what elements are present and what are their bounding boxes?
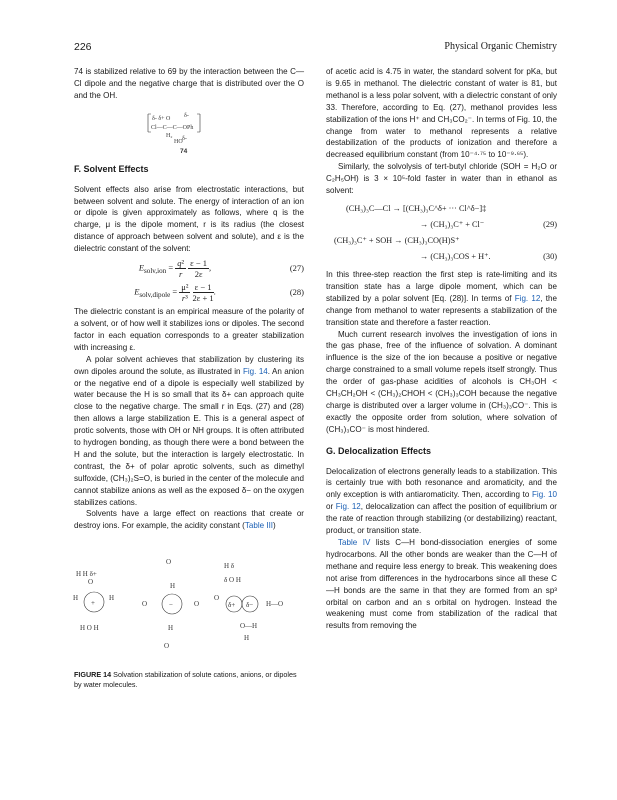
- svg-text:H: H: [170, 582, 176, 591]
- svg-text:H δ: H δ: [224, 562, 235, 571]
- svg-text:O: O: [164, 642, 170, 651]
- reaction-scheme: [326, 201, 557, 265]
- struct-label: 74: [180, 147, 188, 155]
- svg-text:H: H: [73, 594, 79, 603]
- svg-text:Cl—C—C—OPh: Cl—C—C—OPh: [151, 124, 194, 131]
- svg-text:H: H: [244, 634, 250, 643]
- paragraph: A polar solvent achieves that stabilization by clustering its own dipoles around the solute, as illustrated in Fig. 14. An anion or the negative end of a dipole is especially well stabilized by water because the H is so small that its δ+ can approach quite close to the negative charge. The small r in Eqs. (27) and (28) then allows a large stabilization E. This is a general aspect of protic solvents, those with OH or NH groups. It is often attributed to hydrogen bonding, as though there were a bond between the H and the solute, but the interaction is largely electrostatic. In contrast, the δ+ of polar aprotic solvents, such as dimethyl sulfoxide, (CH₃)₂S=O, is buried in the center of the molecule and cannot stabilize anions as well as the exposed δ− on the oxygen stabilizes cations.: [74, 354, 304, 507]
- section-heading: F. Solvent Effects: [74, 163, 149, 174]
- reaction-row: (CH₃)₃C—Cl → [(CH₃)₃C^δ+ ··· Cl^δ−]‡: [346, 203, 487, 213]
- paragraph: Table IV lists C—H bond-dissociation energies of some hydrocarbons. All the other bonds are weaker than the C—H of methane and require less energy to break. This weakening does not arise from differences in the hydrocarbons since all these C—H bonds are the same in that they are formed from an sp³ orbital on carbon and an s orbital on hydrogen. Instead the weakening must come from stabilization of the radical that results from removing the: [326, 538, 557, 631]
- svg-text:H₂: H₂: [166, 132, 173, 139]
- paragraph: Much current research involves the investigation of ions in the gas phase, free of the influence of solvation. A dominant influence is the size of the ion because a positive or negative charge constrained to a small volume repels itself strongly. Thus the order of gas-phase acidities of alcohols is CH₃OH < CH₃CH₂OH < (CH₃)₂CHOH < (CH₃)₃COH because the negative charge is distributed over a larger volume in (CH₃)₃CO⁻. This is exactly the opposite order from solution, where solvation of (CH₃)₃CO⁻ is most hindered.: [326, 329, 557, 434]
- table-iv-link[interactable]: Table IV: [338, 538, 371, 547]
- paragraph: In this three-step reaction the first step is rate-limiting and its transition state has a large dipole moment, which can be stabilized by a polar solvent [Eq. (28)]. In terms of Fig. 12, the change from methanol to water represents a stabilization of the transition state and therefore a faster reaction.: [326, 269, 557, 327]
- page-number: 226: [74, 41, 92, 53]
- equation-number: (27): [289, 262, 304, 273]
- svg-text:O: O: [88, 578, 94, 587]
- paragraph: of acetic acid is 4.75 in water, the standard solvent for pKa, but is 9.65 in methanol. The dielectric constant of water is 81, but methanol is a less polar solvent, with a dielectric constant of only 33. Therefore, according to Eq. (27), methanol provides less stabilization of the ions H⁺ and CH₃CO₂⁻. In terms of Fig. 10, the change from water to methanol represents a relative destabilization of the products of ionization and therefore a decreased equilibrium constant (from 10⁻⁴·⁷⁵ to 10⁻⁹·⁶⁵).: [326, 67, 557, 160]
- chemical-structure-icon: [144, 110, 224, 156]
- svg-text:HO: HO: [174, 138, 183, 145]
- svg-text:H: H: [109, 594, 115, 603]
- paragraph: Solvents have a large effect on reactions that create or destroy ions. For example, the acidity constant (Table III): [74, 509, 304, 531]
- svg-text:H H δ+: H H δ+: [76, 570, 97, 579]
- svg-text:δ+: δ+: [228, 601, 236, 610]
- fig-14-link[interactable]: Fig. 14: [242, 366, 268, 376]
- paragraph: The dielectric constant is an empirical measure of the polarity of a solvent, or of how well it stabilizes ions or dipoles. The second factor in each equation corresponds to a greater stabilization with increasing ε.: [74, 307, 304, 352]
- svg-text:O—H: O—H: [240, 622, 258, 631]
- fig-12-link[interactable]: Fig. 12: [514, 293, 541, 303]
- svg-text:O: O: [214, 594, 220, 603]
- svg-text:−: −: [169, 601, 173, 610]
- equation-27: $E_{solv,ion}$ = $\frac{\text{q²}}{r}$ $\frac{\varepsilon - 1}{2\varepsilon}$ , (27): [138, 258, 304, 280]
- svg-text:+: +: [91, 599, 95, 608]
- paragraph: Delocalization of electrons generally leads to a stabilization. This is certainly true with both resonance and aromaticity, and the only exception is with antiaromaticity. Then, according to Fig. 10 or Fig. 12, delocalization can affect the position of equilibrium or the rate of reaction through stabilizing (or destabilizing) reactant, product, or transition state.: [326, 466, 558, 536]
- running-title: Physical Organic Chemistry: [444, 41, 557, 52]
- structure-74: [144, 110, 204, 154]
- svg-text:H—O: H—O: [266, 600, 284, 609]
- section-heading: G. Delocalization Effects: [326, 445, 432, 456]
- paragraph: 74 is stabilized relative to 69 by the interaction between the C—Cl dipole and the negative charge that is distributed over the O and the OH.: [74, 67, 304, 100]
- fig-12-link[interactable]: Fig. 12: [335, 502, 361, 512]
- svg-text:δ-: δ-: [182, 135, 187, 142]
- svg-text:H: H: [168, 624, 174, 633]
- svg-text:δ- δ+ O: δ- δ+ O: [152, 115, 171, 122]
- svg-text:O: O: [142, 600, 148, 609]
- svg-text:δ−: δ−: [246, 601, 254, 610]
- svg-text:H O H: H O H: [80, 624, 99, 633]
- page-header: [74, 41, 557, 55]
- equation-28: $E_{solv,dipole}$ = $\frac{\text{μ²}}{\text{r³}}$ $\frac{\varepsilon - 1}{2\varepsilon + 1}$ . (28): [134, 282, 304, 304]
- reaction-row: (CH₃)₃C⁺ + SOH → (CH₃)₃CO(H)S⁺: [334, 235, 460, 245]
- svg-text:O: O: [166, 558, 172, 567]
- right-column: [326, 66, 557, 632]
- fig-10-link[interactable]: Fig. 10: [532, 490, 558, 500]
- svg-text:δ O H: δ O H: [224, 576, 241, 585]
- solvation-diagram-icon: [74, 554, 304, 668]
- figure-14: [74, 554, 304, 668]
- figure-caption: FIGURE 14 Solvation stabilization of solute cations, anions, or dipoles by water molecules.: [74, 670, 297, 689]
- reaction-row: → (CH₃)₃C⁺ + Cl⁻ (29): [420, 219, 557, 229]
- svg-text:O: O: [194, 600, 200, 609]
- paragraph: Similarly, the solvolysis of tert-butyl chloride (SOH = H₂O or C₂H₅OH) is 3 × 10⁵-fold faster in water than in ethanol as solvent:: [326, 162, 557, 196]
- svg-text:δ-: δ-: [184, 112, 189, 119]
- equation-number: (28): [289, 286, 304, 297]
- left-column: [74, 66, 304, 689]
- reaction-row: → (CH₃)₃COS + H⁺. (30): [420, 251, 557, 261]
- paragraph: Solvent effects also arise from electrostatic interactions, but between solvent and solute. The energy of interaction of an ion or dipole is given approximately as follows, where q is the charge, μ is the dipole moment, r is its radius (the closest distance of approach between solvent and solute), and ε is the dielectric constant of the solvent:: [74, 184, 304, 254]
- table-iii-link[interactable]: Table III: [244, 521, 274, 531]
